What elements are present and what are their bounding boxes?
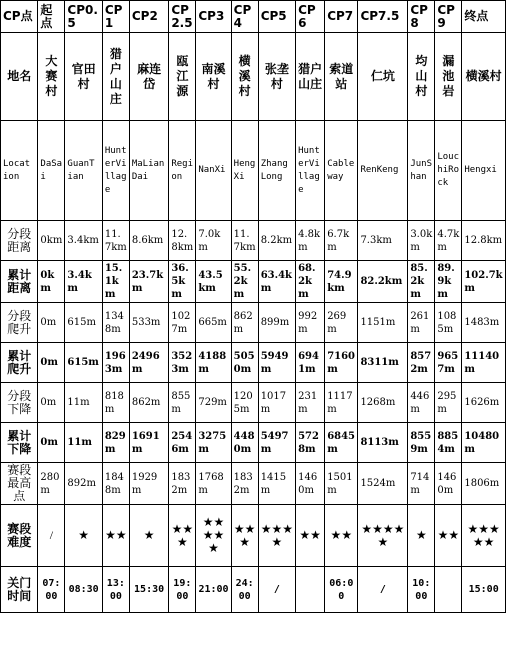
difficulty-cell: [169, 505, 196, 567]
seg-dist-cell: 8.6km: [129, 221, 168, 261]
cp-cell: 起点: [38, 1, 65, 33]
cum-climb-cell: 0m: [38, 343, 65, 383]
cum-descent-cell: 10480m: [462, 423, 506, 463]
pinyin-cell: Region: [169, 121, 196, 221]
star-icon: ★: [341, 528, 353, 542]
star-icon: ★: [202, 515, 214, 529]
cum-climb-cell: 11140m: [462, 343, 506, 383]
cp-cell: CP3: [196, 1, 231, 33]
max-alt-cell: 1832m: [169, 463, 196, 505]
name-cell: 官田村: [65, 33, 102, 121]
row-label: 累计爬升: [1, 343, 38, 383]
cum-dist-cell: 36.5km: [169, 261, 196, 303]
seg-climb-cell: 269m: [325, 303, 358, 343]
cum-dist-cell: 43.5km: [196, 261, 231, 303]
max-alt-cell: 1832m: [231, 463, 258, 505]
cum-dist-cell: 55.2km: [231, 261, 258, 303]
seg-descent-cell: 1268m: [358, 383, 408, 423]
star-icon: ★: [282, 521, 294, 536]
cp-cell: CP6: [296, 1, 325, 33]
cutoff-cell: 15:30: [129, 567, 168, 613]
cum-descent-cell: 5728m: [296, 423, 325, 463]
cum-climb-cell: 9657m: [435, 343, 462, 383]
cumulative-climb-row: [1, 343, 506, 383]
cum-descent-cell: 11m: [65, 423, 102, 463]
star-icon: ★: [382, 521, 394, 536]
cum-dist-cell: 85.2km: [408, 261, 435, 303]
cum-descent-cell: 5497m: [258, 423, 295, 463]
max-alt-cell: 1929m: [129, 463, 168, 505]
seg-dist-cell: 12.8km: [462, 221, 506, 261]
seg-descent-cell: 1626m: [462, 383, 506, 423]
star-icon: ★: [115, 528, 127, 542]
pinyin-cell: HunterVillage: [102, 121, 129, 221]
name-cell: 猎户山庄: [296, 33, 325, 121]
name-cell: 大赛村: [38, 33, 65, 121]
place-name-row: [1, 33, 506, 121]
star-icon: ★: [299, 528, 311, 542]
star-icon: ★: [105, 528, 116, 542]
seg-dist-cell: 0km: [38, 221, 65, 261]
cum-descent-cell: 8559m: [408, 423, 435, 463]
star-icon: ★: [372, 521, 383, 536]
difficulty-cell: [358, 505, 408, 567]
difficulty-cell: [325, 505, 358, 567]
pinyin-cell: ZhangLong: [258, 121, 295, 221]
seg-climb-cell: 533m: [129, 303, 168, 343]
cutoff-cell: /: [258, 567, 295, 613]
star-icon: ★: [377, 534, 389, 549]
pinyin-cell: HunterVillage: [296, 121, 325, 221]
pinyin-cell: GuanTian: [65, 121, 102, 221]
seg-climb-cell: 0m: [38, 303, 65, 343]
seg-climb-cell: 1085m: [435, 303, 462, 343]
cum-descent-cell: 3275m: [196, 423, 231, 463]
cp-cell: CP5: [258, 1, 295, 33]
difficulty-cell: [435, 505, 462, 567]
max-alt-cell: 714m: [408, 463, 435, 505]
difficulty-cell: [129, 505, 168, 567]
difficulty-cell: [296, 505, 325, 567]
max-alt-cell: 892m: [65, 463, 102, 505]
seg-descent-cell: 1117m: [325, 383, 358, 423]
star-icon: ★: [244, 521, 256, 536]
seg-climb-cell: 862m: [231, 303, 258, 343]
max-alt-cell: 1460m: [435, 463, 462, 505]
star-icon: ★: [310, 528, 321, 542]
star-icon: ★: [489, 521, 500, 536]
seg-descent-cell: 231m: [296, 383, 325, 423]
cum-descent-cell: 4480m: [231, 423, 258, 463]
star-icon: ★: [393, 521, 405, 536]
cum-dist-cell: 15.1km: [102, 261, 129, 303]
row-label: 赛段最高点: [1, 463, 38, 505]
difficulty-cell: [462, 505, 506, 567]
seg-climb-cell: 899m: [258, 303, 295, 343]
seg-dist-cell: 11.7km: [102, 221, 129, 261]
star-icon: ★: [483, 534, 495, 549]
cutoff-cell: 06:00: [325, 567, 358, 613]
difficulty-row: [1, 505, 506, 567]
star-icon: ★: [202, 528, 214, 542]
difficulty-cell: [196, 505, 231, 567]
seg-descent-cell: 818m: [102, 383, 129, 423]
difficulty-cell: [102, 505, 129, 567]
cum-dist-cell: 68.2km: [296, 261, 325, 303]
cp-cell: CP9: [435, 1, 462, 33]
max-alt-cell: 1848m: [102, 463, 129, 505]
pinyin-cell: Hengxi: [462, 121, 506, 221]
cum-dist-cell: 0km: [38, 261, 65, 303]
seg-descent-cell: 11m: [65, 383, 102, 423]
seg-dist-cell: 12.8km: [169, 221, 196, 261]
difficulty-cell: [408, 505, 435, 567]
cumulative-distance-row: [1, 261, 506, 303]
cutoff-cell: [296, 567, 325, 613]
star-icon: ★: [467, 521, 479, 536]
cutoff-cell: 21:00: [196, 567, 231, 613]
cumulative-descent-row: [1, 423, 506, 463]
star-icon: ★: [271, 521, 283, 536]
pinyin-cell: MaLianDai: [129, 121, 168, 221]
star-icon: ★: [239, 534, 251, 549]
seg-dist-cell: 3.0km: [408, 221, 435, 261]
row-label: 累计距离: [1, 261, 38, 303]
cum-dist-cell: 23.7km: [129, 261, 168, 303]
seg-dist-cell: 7.3km: [358, 221, 408, 261]
name-cell: 索道站: [325, 33, 358, 121]
cutoff-cell: 19:00: [169, 567, 196, 613]
cutoff-cell: 08:30: [65, 567, 102, 613]
difficulty-cell: [258, 505, 295, 567]
max-alt-cell: 1768m: [196, 463, 231, 505]
seg-dist-cell: 4.8km: [296, 221, 325, 261]
cutoff-cell: [435, 567, 462, 613]
cum-descent-cell: 829m: [102, 423, 129, 463]
star-icon: ★: [415, 528, 427, 542]
max-alt-cell: 1501m: [325, 463, 358, 505]
cp-cell: 终点: [462, 1, 506, 33]
cutoff-cell: 15:00: [462, 567, 506, 613]
cum-dist-cell: 74.9km: [325, 261, 358, 303]
cum-climb-cell: 2496m: [129, 343, 168, 383]
seg-climb-cell: 1027m: [169, 303, 196, 343]
pinyin-cell: DaSai: [38, 121, 65, 221]
max-alt-cell: 1524m: [358, 463, 408, 505]
seg-descent-cell: 446m: [408, 383, 435, 423]
seg-descent-cell: 1205m: [231, 383, 258, 423]
cp-cell: CP0.5: [65, 1, 102, 33]
cutoff-cell: /: [358, 567, 408, 613]
star-icon: ★: [233, 521, 245, 536]
cutoff-cell: 10:00: [408, 567, 435, 613]
cum-climb-cell: 8311m: [358, 343, 408, 383]
cp-cell: CP2: [129, 1, 168, 33]
seg-dist-cell: 7.0km: [196, 221, 231, 261]
cp-cell: CP1: [102, 1, 129, 33]
star-icon: ★: [176, 534, 188, 549]
cum-descent-cell: 0m: [38, 423, 65, 463]
row-label: 累计下降: [1, 423, 38, 463]
pinyin-cell: LouchiRock: [435, 121, 462, 221]
difficulty-cell: [38, 505, 65, 567]
cum-climb-cell: 1963m: [102, 343, 129, 383]
cum-descent-cell: 1691m: [129, 423, 168, 463]
row-label: 分段距离: [1, 221, 38, 261]
segment-distance-row: [1, 221, 506, 261]
cp-cell: CP8: [408, 1, 435, 33]
cum-descent-cell: 8113m: [358, 423, 408, 463]
max-alt-cell: 1415m: [258, 463, 295, 505]
seg-dist-cell: 3.4km: [65, 221, 102, 261]
cutoff-cell: 13:00: [102, 567, 129, 613]
star-icon: ★: [361, 521, 373, 536]
seg-dist-cell: 11.7km: [231, 221, 258, 261]
seg-descent-cell: 729m: [196, 383, 231, 423]
name-cell: 瓯江源: [169, 33, 196, 121]
pinyin-cell: Cableway: [325, 121, 358, 221]
name-cell: 南溪村: [196, 33, 231, 121]
cp-cell: CP7: [325, 1, 358, 33]
name-cell: 均山村: [408, 33, 435, 121]
name-cell: 麻连岱: [129, 33, 168, 121]
seg-climb-cell: 665m: [196, 303, 231, 343]
cp-cell: CP4: [231, 1, 258, 33]
row-label: Location: [1, 121, 38, 221]
name-cell: 横溪村: [231, 33, 258, 121]
seg-climb-cell: 615m: [65, 303, 102, 343]
row-label: CP点: [1, 1, 38, 33]
seg-climb-cell: 992m: [296, 303, 325, 343]
cum-dist-cell: 102.7km: [462, 261, 506, 303]
cp-cell: CP7.5: [358, 1, 408, 33]
cum-descent-cell: 8854m: [435, 423, 462, 463]
star-icon: ★: [143, 528, 155, 542]
star-icon: ★: [182, 521, 194, 536]
star-icon: ★: [271, 534, 283, 549]
name-cell: 张垄村: [258, 33, 295, 121]
pinyin-cell: HengXi: [231, 121, 258, 221]
cutoff-cell: 24:00: [231, 567, 258, 613]
cutoff-cell: 07:00: [38, 567, 65, 613]
seg-climb-cell: 1483m: [462, 303, 506, 343]
seg-dist-cell: 8.2km: [258, 221, 295, 261]
cum-descent-cell: 2546m: [169, 423, 196, 463]
cum-climb-cell: 4188m: [196, 343, 231, 383]
cum-climb-cell: 5949m: [258, 343, 295, 383]
seg-descent-cell: 862m: [129, 383, 168, 423]
pinyin-cell: RenKeng: [358, 121, 408, 221]
cum-climb-cell: 8572m: [408, 343, 435, 383]
star-icon: ★: [260, 521, 272, 536]
name-cell: 仁坑: [358, 33, 408, 121]
row-label: 分段爬升: [1, 303, 38, 343]
cum-dist-cell: 82.2km: [358, 261, 408, 303]
cutoff-time-row: [1, 567, 506, 613]
max-alt-cell: 1806m: [462, 463, 506, 505]
cum-dist-cell: 63.4km: [258, 261, 295, 303]
seg-descent-cell: 0m: [38, 383, 65, 423]
difficulty-text: /: [49, 528, 54, 542]
star-icon: ★: [448, 528, 460, 542]
cp-cell: CP2.5: [169, 1, 196, 33]
star-icon: ★: [213, 528, 225, 542]
pinyin-cell: JunShan: [408, 121, 435, 221]
segment-descent-row: [1, 383, 506, 423]
row-label: 关门时间: [1, 567, 38, 613]
seg-dist-cell: 6.7km: [325, 221, 358, 261]
star-icon: ★: [78, 528, 89, 542]
difficulty-cell: [231, 505, 258, 567]
star-icon: ★: [437, 528, 449, 542]
cum-climb-cell: 6941m: [296, 343, 325, 383]
row-label: 分段下降: [1, 383, 38, 423]
cum-dist-cell: 3.4km: [65, 261, 102, 303]
checkpoint-row: [1, 1, 506, 33]
cum-climb-cell: 7160m: [325, 343, 358, 383]
max-altitude-row: [1, 463, 506, 505]
star-icon: ★: [213, 515, 225, 529]
name-cell: 漏池岩: [435, 33, 462, 121]
star-icon: ★: [330, 528, 342, 542]
pinyin-cell: NanXi: [196, 121, 231, 221]
seg-climb-cell: 261m: [408, 303, 435, 343]
cum-dist-cell: 89.9km: [435, 261, 462, 303]
star-icon: ★: [171, 521, 183, 536]
name-cell: 猎户山庄: [102, 33, 129, 121]
row-label: 赛段难度: [1, 505, 38, 567]
segment-climb-row: [1, 303, 506, 343]
star-icon: ★: [478, 521, 490, 536]
star-icon: ★: [472, 534, 484, 549]
seg-climb-cell: 1348m: [102, 303, 129, 343]
seg-climb-cell: 1151m: [358, 303, 408, 343]
seg-descent-cell: 855m: [169, 383, 196, 423]
cum-climb-cell: 3523m: [169, 343, 196, 383]
seg-dist-cell: 4.7km: [435, 221, 462, 261]
row-label: 地名: [1, 33, 38, 121]
seg-descent-cell: 1017m: [258, 383, 295, 423]
cum-climb-cell: 5050m: [231, 343, 258, 383]
seg-descent-cell: 295m: [435, 383, 462, 423]
difficulty-cell: [65, 505, 102, 567]
cum-descent-cell: 6845m: [325, 423, 358, 463]
star-icon: ★: [208, 541, 219, 555]
max-alt-cell: 280m: [38, 463, 65, 505]
name-cell: 横溪村: [462, 33, 506, 121]
cum-climb-cell: 615m: [65, 343, 102, 383]
max-alt-cell: 1460m: [296, 463, 325, 505]
location-row: [1, 121, 506, 221]
